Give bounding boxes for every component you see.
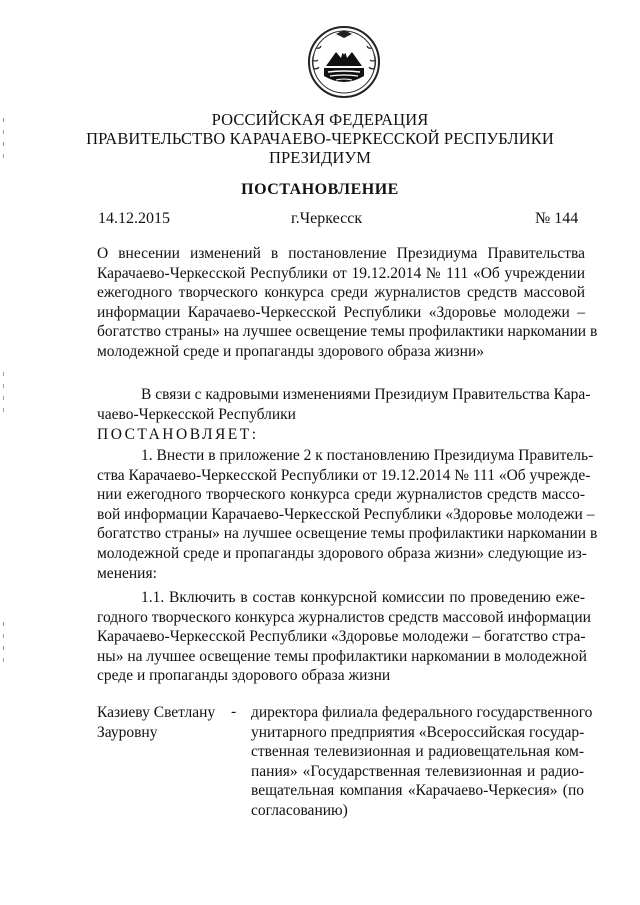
member-position-line: пания» «Государственная телевизионная и радио- xyxy=(251,762,584,780)
item-1-line: 1. Внести в приложение 2 к постановлению Президиума Правитель- xyxy=(141,447,594,464)
member-name-line: Зауровну xyxy=(97,723,158,741)
header-government: ПРАВИТЕЛЬСТВО КАРАЧАЕВО-ЧЕРКЕССКОЙ РЕСПУБЛИКИ xyxy=(86,129,554,148)
item-1-line: менения: xyxy=(97,564,157,582)
item-1-1-line: 1.1. Включить в состав конкурсной комиссии по проведению еже- xyxy=(141,589,585,606)
preamble-line: чаево-Черкесской Республики xyxy=(97,405,296,423)
header-country: РОССИЙСКАЯ ФЕДЕРАЦИЯ xyxy=(211,110,429,129)
item-1-1 xyxy=(97,588,591,686)
member-dash: - xyxy=(231,703,237,720)
document-type: ПОСТАНОВЛЕНИЕ xyxy=(241,181,399,198)
member-position-line: вещательная компания «Карачаево-Черкесия» (по xyxy=(251,782,584,800)
coat-of-arms-icon xyxy=(306,24,382,100)
item-1-line: вой информации Карачаево-Черкесской Республики «Здоровье молодежи – xyxy=(97,505,595,523)
preamble-line: В связи с кадровыми изменениями Президиум Правительства Кара- xyxy=(141,386,591,403)
item-1-line: нии ежегодного творческого конкурса среди журналистов средств массо- xyxy=(97,486,585,504)
subject-line: молодежной среде и пропаганды здорового образа жизни» xyxy=(97,342,485,360)
item-1-1-line: годного творческого конкурса журналистов средств массовой информации xyxy=(97,608,591,626)
subject-line: ежегодного творческого конкурса среди журналистов средств массовой xyxy=(97,284,585,302)
member-position-line: согласованию) xyxy=(251,801,348,819)
document-city: г.Черкесск xyxy=(291,210,363,227)
subject-line: информации Карачаево-Черкесской Республики «Здоровье молодежи – xyxy=(97,303,585,321)
member-name xyxy=(97,703,237,742)
member-position-line: директора филиала федерального государственного xyxy=(251,704,593,721)
header-presidium: ПРЕЗИДИУМ xyxy=(269,148,371,167)
document-number: № 144 xyxy=(535,210,579,227)
item-1-1-line: ны» на лучшее освещение темы профилактики наркомании в молодежной xyxy=(97,647,587,665)
document-subject xyxy=(97,244,598,362)
member-position xyxy=(251,703,593,821)
item-1-1-line: Карачаево-Черкесской Республики «Здоровье молодежи – богатство стра- xyxy=(97,628,586,646)
item-1-line: молодежной среде и пропаганды здорового образа жизни» следующие из- xyxy=(97,544,587,562)
item-1-line: ства Карачаево-Черкесской Республики от 19.12.2014 № 111 «Об учрежде- xyxy=(97,466,591,484)
member-position-line: унитарного предприятия «Всероссийская государ- xyxy=(251,723,585,741)
preamble xyxy=(97,385,591,424)
subject-line: Карачаево-Черкесской Республики от 19.12.2014 № 111 «Об учреждении xyxy=(97,264,585,282)
item-1 xyxy=(97,446,598,583)
member-position-line: ственная телевизионная и радиовещательная ком- xyxy=(251,743,584,761)
document-date: 14.12.2015 xyxy=(98,210,170,227)
subject-line: богатство страны» на лучшее освещение темы профилактики наркомании в xyxy=(97,323,598,341)
item-1-line: богатство страны» на лучшее освещение темы профилактики наркомании в xyxy=(97,525,598,543)
resolves-heading: ПОСТАНОВЛЯЕТ: xyxy=(97,426,259,443)
subject-line: О внесении изменений в постановление Президиума Правительства xyxy=(97,245,585,262)
item-1-1-line: среде и пропаганды здорового образа жизни xyxy=(97,667,391,685)
member-name-line: Казиеву Светлану xyxy=(97,704,216,721)
